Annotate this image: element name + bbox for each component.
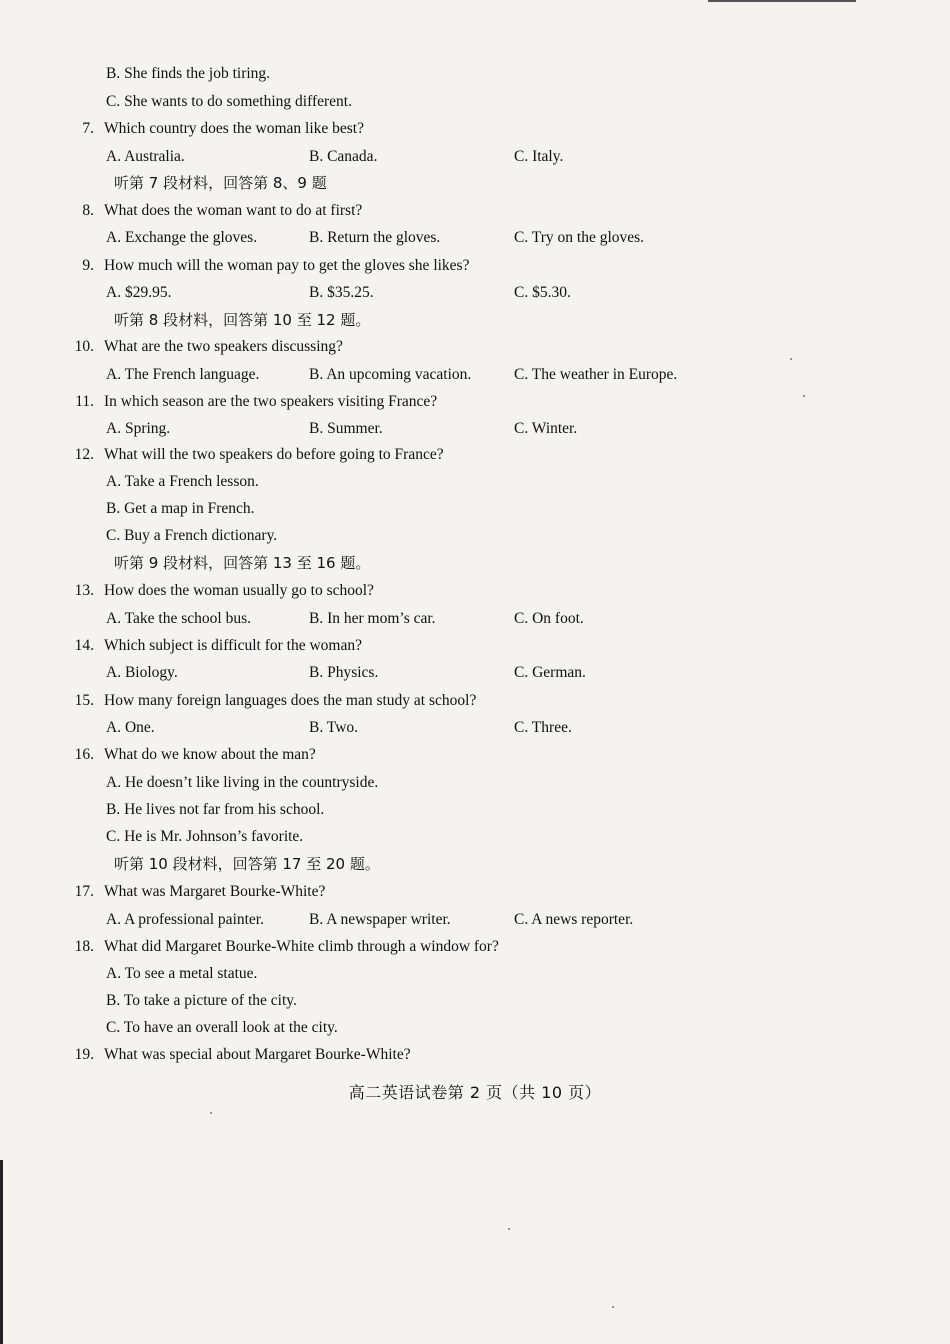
option-c: C. German. xyxy=(514,664,586,681)
scan-speck xyxy=(508,1228,510,1230)
line-opt xyxy=(0,64,900,86)
section-instruction: 听第 9 段材料，回答第 13 至 16 题。 xyxy=(114,554,371,572)
line-row xyxy=(0,419,900,441)
answer-option: B. Get a map in French. xyxy=(106,500,255,517)
option-b: B. A newspaper writer. xyxy=(309,911,451,928)
line-row xyxy=(0,609,900,631)
option-b: B. Summer. xyxy=(309,420,383,437)
option-c: C. A news reporter. xyxy=(514,911,634,928)
line-opt xyxy=(0,964,900,986)
question-number: 7. xyxy=(82,120,94,137)
scan-edge-top xyxy=(708,0,856,2)
option-c: C. On foot. xyxy=(514,610,584,627)
line-row xyxy=(0,147,900,169)
option-a: A. Take the school bus. xyxy=(106,610,251,627)
option-c: C. Three. xyxy=(514,719,572,736)
option-b: B. An upcoming vacation. xyxy=(309,366,472,383)
question-number: 12. xyxy=(74,446,94,463)
question-text: What are the two speakers discussing? xyxy=(104,338,343,355)
question-text: Which subject is difficult for the woman? xyxy=(104,637,362,654)
question-text: What did Margaret Bourke-White climb through a window for? xyxy=(104,938,499,955)
line-opt xyxy=(0,1018,900,1040)
question-number: 19. xyxy=(74,1046,94,1063)
section-instruction: 听第 10 段材料，回答第 17 至 20 题。 xyxy=(114,855,380,873)
option-b: B. Physics. xyxy=(309,664,379,681)
option-b: B. Canada. xyxy=(309,148,378,165)
question-number: 14. xyxy=(74,637,94,654)
line-opt xyxy=(0,991,900,1013)
line-opt xyxy=(0,800,900,822)
line-q xyxy=(0,745,900,767)
option-a: A. Biology. xyxy=(106,664,178,681)
question-number: 18. xyxy=(74,938,94,955)
line-row xyxy=(0,228,900,250)
question-text: Which country does the woman like best? xyxy=(104,120,364,137)
line-row xyxy=(0,718,900,740)
line-q xyxy=(0,337,900,359)
line-q xyxy=(0,201,900,223)
section-instruction: 听第 7 段材料，回答第 8、9 题 xyxy=(114,174,327,192)
question-number: 17. xyxy=(74,883,94,900)
question-number: 15. xyxy=(74,692,94,709)
answer-option: A. He doesn’t like living in the countryside. xyxy=(106,774,379,791)
line-hdr xyxy=(0,553,900,575)
line-q xyxy=(0,636,900,658)
line-q xyxy=(0,581,900,603)
answer-option: B. She finds the job tiring. xyxy=(106,65,271,82)
option-b: B. Two. xyxy=(309,719,359,736)
option-b: B. In her mom’s car. xyxy=(309,610,436,627)
question-text: What do we know about the man? xyxy=(104,746,316,763)
line-q xyxy=(0,119,900,141)
answer-option: C. Buy a French dictionary. xyxy=(106,527,278,544)
option-c: C. The weather in Europe. xyxy=(514,366,678,383)
option-b: B. Return the gloves. xyxy=(309,229,441,246)
page-footer: 高二英语试卷第 2 页（共 10 页） xyxy=(348,1083,602,1102)
answer-option: C. To have an overall look at the city. xyxy=(106,1019,338,1036)
question-number: 9. xyxy=(82,257,94,274)
question-number: 11. xyxy=(75,393,94,410)
option-c: C. Italy. xyxy=(514,148,564,165)
line-row xyxy=(0,365,900,387)
option-a: A. The French language. xyxy=(106,366,260,383)
option-b: B. $35.25. xyxy=(309,284,374,301)
answer-option: C. She wants to do something different. xyxy=(106,93,352,110)
line-hdr xyxy=(0,173,900,195)
section-instruction: 听第 8 段材料，回答第 10 至 12 题。 xyxy=(114,311,371,329)
scan-speck xyxy=(210,1112,212,1114)
option-a: A. Exchange the gloves. xyxy=(106,229,258,246)
question-text: How many foreign languages does the man study at school? xyxy=(104,692,477,709)
line-q xyxy=(0,1045,900,1067)
option-a: A. Spring. xyxy=(106,420,171,437)
line-opt xyxy=(0,472,900,494)
question-text: What will the two speakers do before going to France? xyxy=(104,446,444,463)
option-a: A. $29.95. xyxy=(106,284,172,301)
answer-option: A. To see a metal statue. xyxy=(106,965,258,982)
answer-option: B. To take a picture of the city. xyxy=(106,992,297,1009)
line-q xyxy=(0,256,900,278)
line-opt xyxy=(0,773,900,795)
option-a: A. A professional painter. xyxy=(106,911,264,928)
line-row xyxy=(0,910,900,932)
option-c: C. $5.30. xyxy=(514,284,571,301)
line-row xyxy=(0,663,900,685)
line-opt xyxy=(0,92,900,114)
question-text: What was Margaret Bourke-White? xyxy=(104,883,326,900)
answer-option: C. He is Mr. Johnson’s favorite. xyxy=(106,828,304,845)
line-q xyxy=(0,445,900,467)
answer-option: A. Take a French lesson. xyxy=(106,473,259,490)
option-c: C. Winter. xyxy=(514,420,578,437)
scan-speck xyxy=(612,1306,614,1308)
line-opt xyxy=(0,526,900,548)
question-text: How much will the woman pay to get the gloves she likes? xyxy=(104,257,470,274)
option-c: C. Try on the gloves. xyxy=(514,229,645,246)
scan-edge-left xyxy=(0,1160,3,1344)
line-opt xyxy=(0,827,900,849)
question-text: How does the woman usually go to school? xyxy=(104,582,374,599)
question-text: What does the woman want to do at first? xyxy=(104,202,363,219)
line-opt xyxy=(0,499,900,521)
question-number: 10. xyxy=(74,338,94,355)
line-q xyxy=(0,937,900,959)
question-text: In which season are the two speakers visiting France? xyxy=(104,393,438,410)
answer-option: B. He lives not far from his school. xyxy=(106,801,325,818)
line-q xyxy=(0,691,900,713)
line-q xyxy=(0,392,900,414)
line-q xyxy=(0,882,900,904)
line-hdr xyxy=(0,310,900,332)
question-number: 8. xyxy=(82,202,94,219)
question-number: 16. xyxy=(74,746,94,763)
line-hdr xyxy=(0,854,900,876)
line-row xyxy=(0,283,900,305)
question-text: What was special about Margaret Bourke-White? xyxy=(104,1046,411,1063)
question-number: 13. xyxy=(74,582,94,599)
option-a: A. Australia. xyxy=(106,148,185,165)
option-a: A. One. xyxy=(106,719,155,736)
